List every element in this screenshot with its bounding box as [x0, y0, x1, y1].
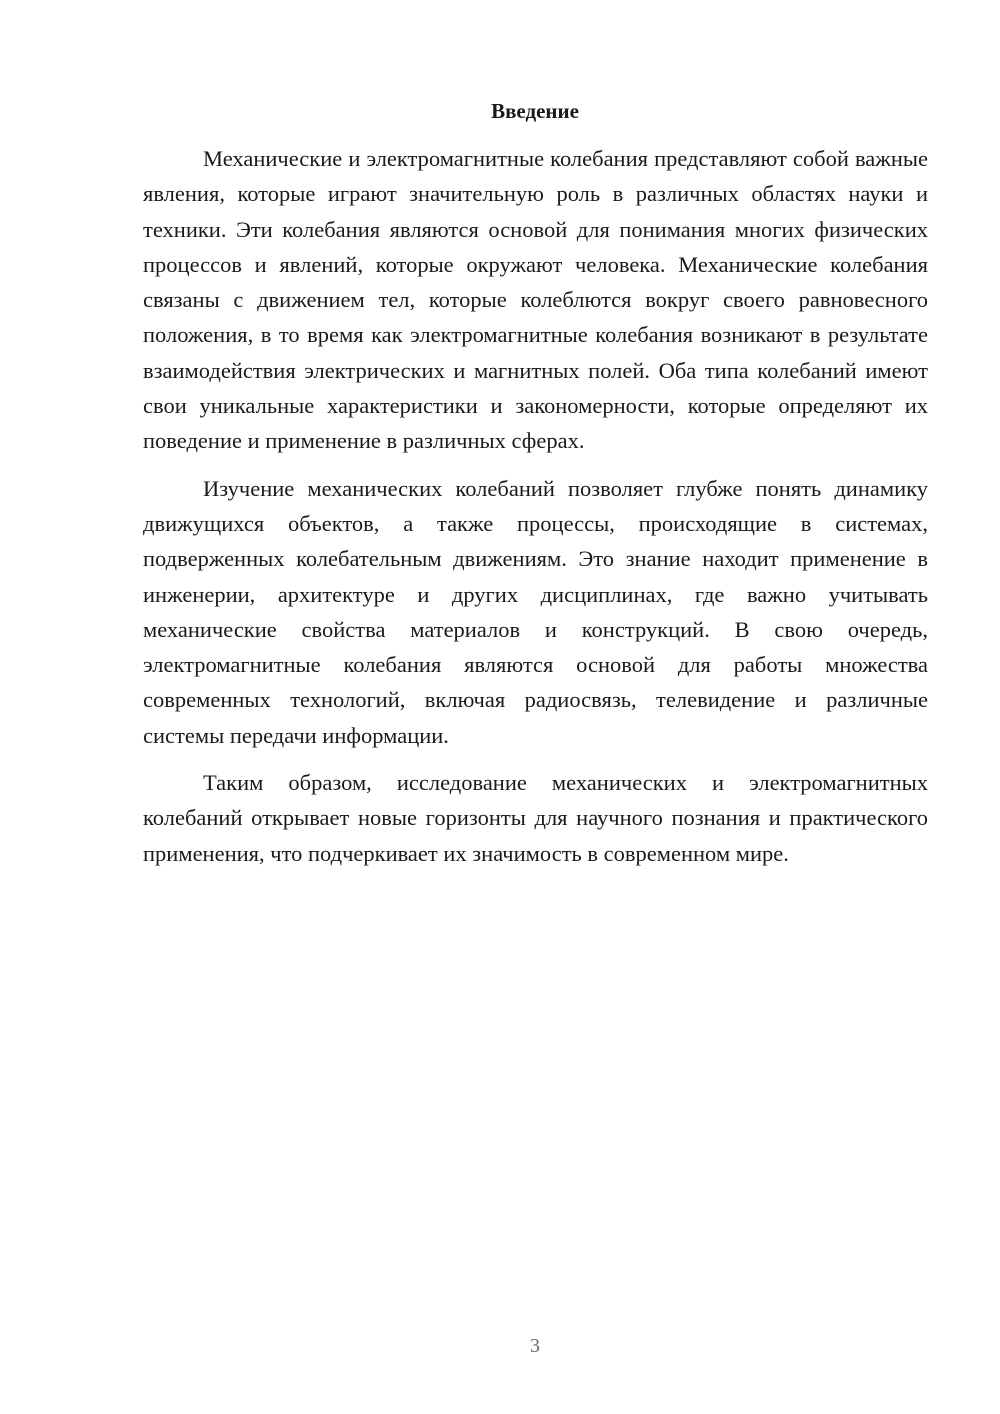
- paragraph-1: Механические и электромагнитные колебания представляют собой важные явления, которые играют значительную роль в различных областях науки и техники. Эти колебания являются основой для понимания многих физических процессов и явлений, которые окружают человека. Механические колебания связаны с движением тел, которые колеблются вокруг своего равновесного положения, в то время как электромагнитные колебания возникают в результате взаимодействия электрических и магнитных полей. Оба типа колебаний имеют свои уникальные характеристики и закономерности, которые определяют их поведение и применение в различных сферах.: [143, 146, 928, 454]
- page-number: 3: [530, 1335, 540, 1357]
- section-heading: Введение: [491, 99, 579, 123]
- body-text: [143, 141, 928, 871]
- paragraph-3: Таким образом, исследование механических и электромагнитных колебаний открывает новые горизонты для научного познания и практического применения, что подчеркивает их значимость в современном мире.: [143, 770, 928, 866]
- paragraph-2: Изучение механических колебаний позволяет глубже понять динамику движущихся объектов, а также процессы, происходящие в системах, подверженных колебательным движениям. Это знание находит применение в инженерии, архитектуре и других дисциплинах, где важно учитывать механические свойства материалов и конструкций. В свою очередь, электромагнитные колебания являются основой для работы множества современных технологий, включая радиосвязь, телевидение и различные системы передачи информации.: [143, 475, 928, 748]
